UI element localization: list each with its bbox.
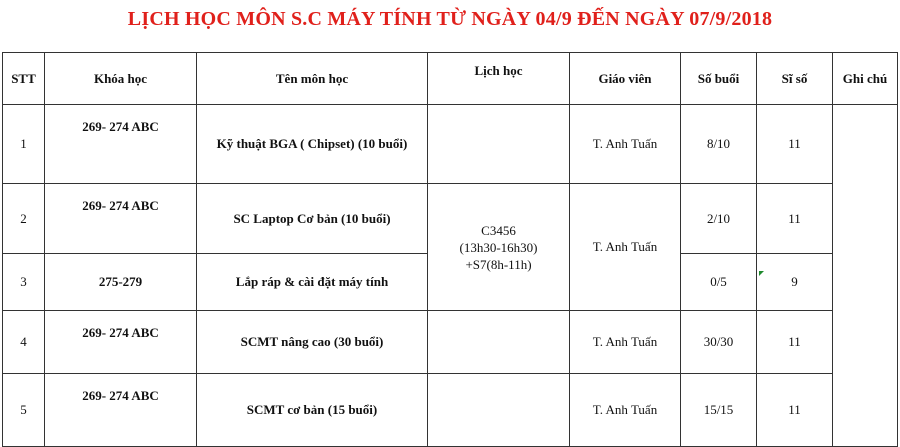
- header-si-so: Sĩ số: [757, 53, 833, 105]
- schedule-table: [2, 52, 898, 447]
- table-row: [3, 105, 898, 184]
- cell-si-so: 11: [757, 184, 833, 254]
- header-lich-hoc: Lịch học: [428, 53, 570, 105]
- table-header-row: [3, 53, 898, 105]
- header-ten-mon-hoc: Tên môn học: [197, 53, 428, 105]
- cell-ten-mon-hoc: Lắp ráp & cài đặt máy tính: [197, 254, 428, 311]
- cell-stt: 5: [3, 374, 45, 447]
- cell-khoa-hoc: 269- 274 ABC: [45, 184, 197, 254]
- header-so-buoi: Số buổi: [681, 53, 757, 105]
- cell-khoa-hoc: 269- 274 ABC: [45, 374, 197, 447]
- cell-so-buoi: 15/15: [681, 374, 757, 447]
- table-row: [3, 184, 898, 254]
- cell-stt: 4: [3, 311, 45, 374]
- table-row: [3, 374, 898, 447]
- cell-khoa-hoc: 269- 274 ABC: [45, 311, 197, 374]
- cell-stt: 2: [3, 184, 45, 254]
- cell-comment-marker: [759, 271, 764, 276]
- cell-si-so: 11: [757, 374, 833, 447]
- cell-stt: 1: [3, 105, 45, 184]
- cell-giao-vien-merged: T. Anh Tuấn: [570, 184, 681, 311]
- cell-khoa-hoc: 275-279: [45, 254, 197, 311]
- cell-si-so: 11: [757, 105, 833, 184]
- cell-ten-mon-hoc: Kỹ thuật BGA ( Chipset) (10 buổi): [197, 105, 428, 184]
- cell-lich-hoc: [428, 311, 570, 374]
- cell-ghi-chu: [833, 105, 898, 447]
- cell-lich-hoc-merged: [428, 184, 570, 311]
- header-stt: STT: [3, 53, 45, 105]
- cell-giao-vien: T. Anh Tuấn: [570, 105, 681, 184]
- table-row: [3, 311, 898, 374]
- cell-stt: 3: [3, 254, 45, 311]
- cell-lich-hoc: [428, 374, 570, 447]
- cell-so-buoi: 0/5: [681, 254, 757, 311]
- cell-so-buoi: 30/30: [681, 311, 757, 374]
- header-giao-vien: Giáo viên: [570, 53, 681, 105]
- cell-khoa-hoc: 269- 274 ABC: [45, 105, 197, 184]
- cell-si-so: 11: [757, 311, 833, 374]
- cell-ten-mon-hoc: SCMT nâng cao (30 buổi): [197, 311, 428, 374]
- cell-lich-hoc: [428, 105, 570, 184]
- cell-ten-mon-hoc: SC Laptop Cơ bản (10 buổi): [197, 184, 428, 254]
- lich-hoc-line: (13h30-16h30): [459, 239, 538, 255]
- header-ghi-chu: Ghi chú: [833, 53, 898, 105]
- cell-giao-vien: T. Anh Tuấn: [570, 311, 681, 374]
- lich-hoc-line: C3456: [481, 222, 516, 238]
- cell-so-buoi: 2/10: [681, 184, 757, 254]
- cell-so-buoi: 8/10: [681, 105, 757, 184]
- cell-si-so: 9: [757, 254, 833, 311]
- header-khoa-hoc: Khóa học: [45, 53, 197, 105]
- lich-hoc-line: +S7(8h-11h): [465, 256, 532, 272]
- cell-giao-vien: T. Anh Tuấn: [570, 374, 681, 447]
- cell-ten-mon-hoc: SCMT cơ bản (15 buổi): [197, 374, 428, 447]
- page-title: LỊCH HỌC MÔN S.C MÁY TÍNH TỪ NGÀY 04/9 ĐẾN NGÀY 07/9/2018: [127, 8, 773, 30]
